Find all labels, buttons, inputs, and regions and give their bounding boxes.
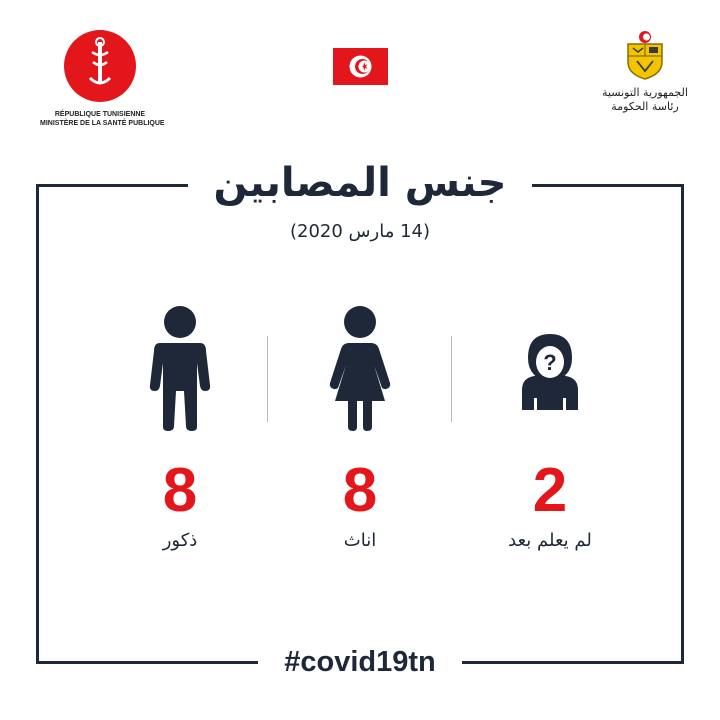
male-count: 8 bbox=[162, 456, 198, 525]
divider-left bbox=[267, 336, 268, 422]
government-logo bbox=[590, 30, 700, 130]
male-label: ذكور bbox=[162, 530, 198, 551]
hashtag: #covid19tn bbox=[284, 646, 436, 678]
ministry-emblem-icon bbox=[62, 28, 138, 104]
divider-right bbox=[451, 336, 452, 422]
unknown-count: 2 bbox=[532, 456, 568, 525]
page-title: جنس المصابين bbox=[213, 160, 507, 206]
male-icon bbox=[148, 305, 212, 431]
ministry-name-line2: MINISTÈRE DE LA SANTÉ PUBLIQUE bbox=[40, 120, 165, 127]
tunisia-flag-icon bbox=[333, 48, 388, 85]
coat-of-arms-icon bbox=[622, 30, 668, 80]
female-count: 8 bbox=[342, 456, 378, 525]
female-label: اناث bbox=[343, 530, 377, 551]
frame-top-right bbox=[532, 184, 684, 187]
frame-bottom-left bbox=[36, 661, 258, 664]
unknown-stat bbox=[485, 456, 615, 554]
ministry-of-health-logo bbox=[40, 28, 165, 138]
frame-right bbox=[681, 184, 684, 664]
ministry-name-line1: RÉPUBLIQUE TUNISIENNE bbox=[54, 111, 146, 118]
svg-text:?: ? bbox=[543, 350, 557, 375]
gov-name-line2: رئاسة الحكومة bbox=[611, 100, 679, 113]
frame-top-left bbox=[36, 184, 188, 187]
unknown-label: لم يعلم بعد bbox=[508, 530, 592, 551]
gov-name-line1: الجمهورية التونسية bbox=[602, 86, 688, 99]
male-stat bbox=[115, 456, 245, 554]
frame-left bbox=[36, 184, 39, 664]
report-date: (14 مارس 2020) bbox=[289, 221, 430, 242]
unknown-person-icon bbox=[510, 332, 590, 410]
female-icon bbox=[327, 305, 393, 431]
frame-bottom-right bbox=[462, 661, 684, 664]
female-stat bbox=[295, 456, 425, 554]
